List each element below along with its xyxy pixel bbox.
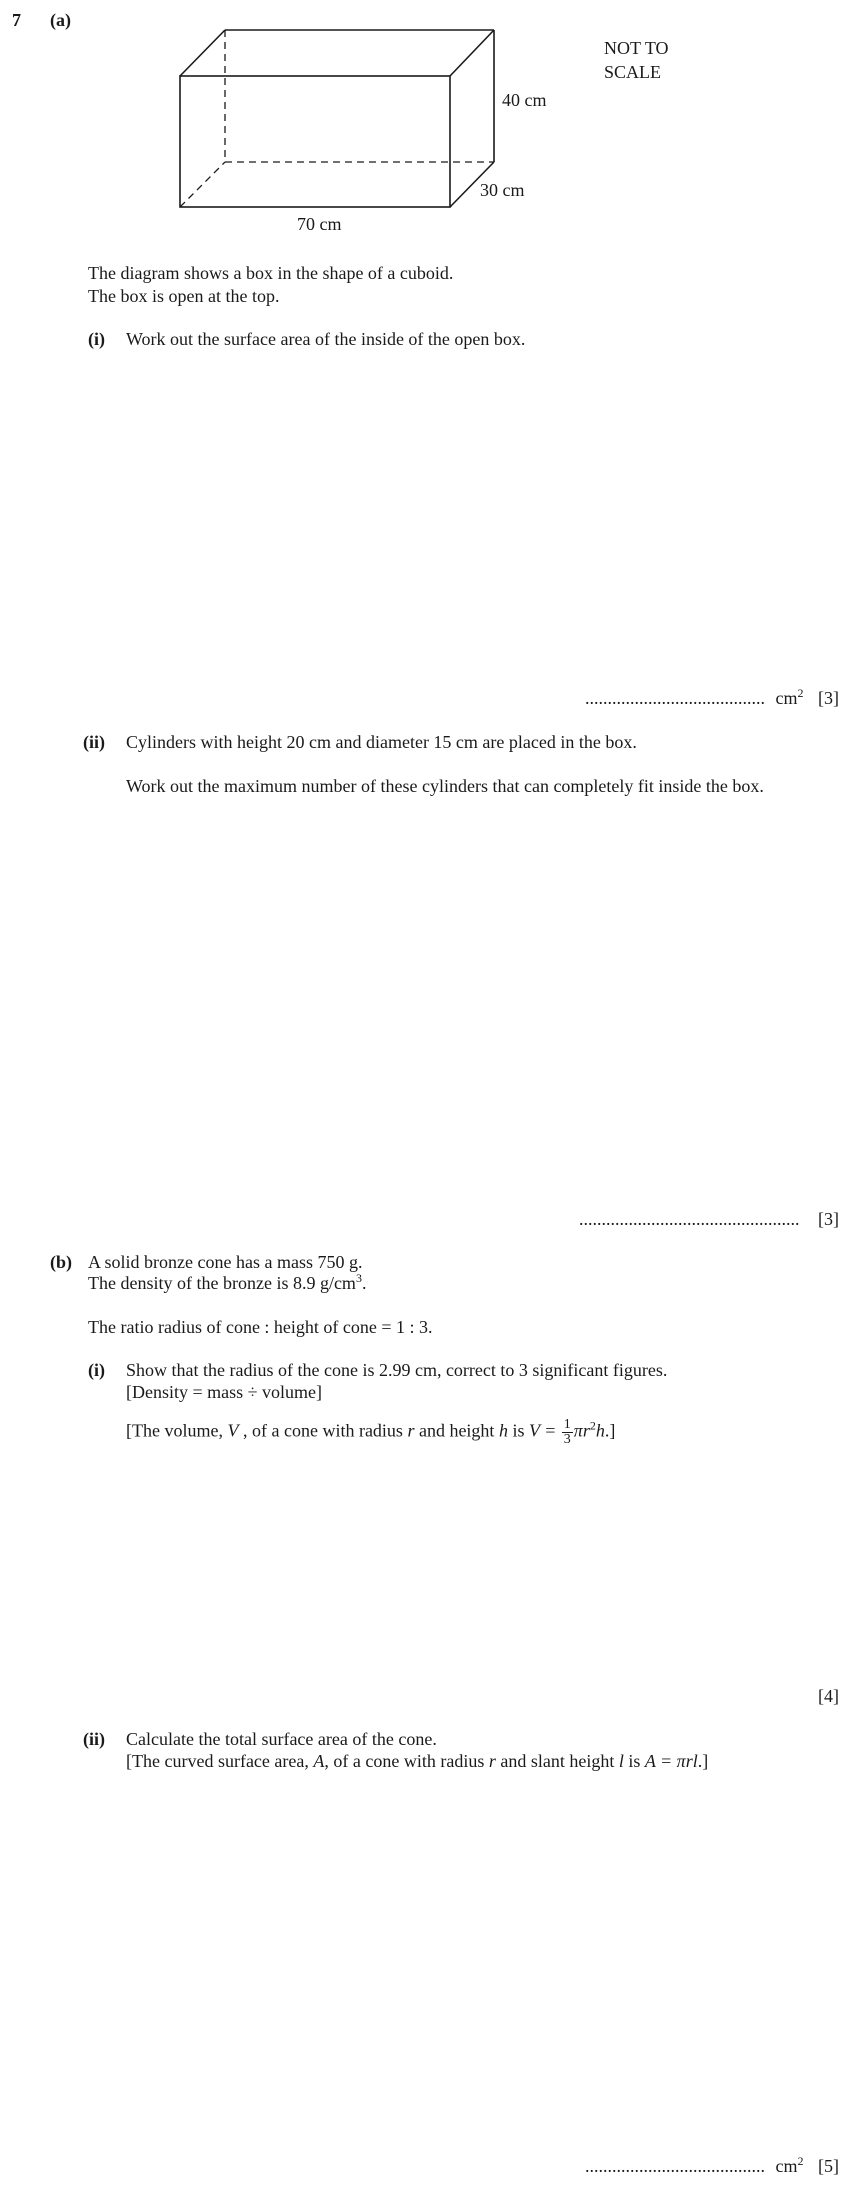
formula-text: , of a cone with radius <box>324 1751 489 1771</box>
formula-text: .] <box>604 1420 616 1441</box>
part-b-ii-answer-line <box>585 2156 839 2177</box>
question-number: 7 <box>12 10 21 30</box>
formula-text: is <box>623 1751 645 1771</box>
answer-dots: ........................................ <box>585 688 765 708</box>
density-text: The density of the bronze is 8.9 g/cm <box>88 1273 356 1293</box>
answer-dots: ................................................. <box>579 1209 800 1229</box>
formula-var-l: l <box>618 1751 624 1771</box>
formula-r-exponent: 2 <box>589 1418 596 1433</box>
formula-text: is <box>507 1420 529 1441</box>
dim-height-label: 40 cm <box>502 90 547 110</box>
answer-dots: ........................................ <box>585 2156 765 2176</box>
part-b-ii-label: (ii) <box>83 1729 105 1749</box>
part-a-label: (a) <box>50 10 71 30</box>
part-b-i-label: (i) <box>88 1360 105 1380</box>
part-b-line2 <box>88 1273 366 1295</box>
part-a-i-answer-line <box>585 688 839 709</box>
part-b-ratio-line: The ratio radius of cone : height of cone = 1 : 3. <box>88 1317 433 1337</box>
part-a-ii-answer-line <box>579 1209 839 1230</box>
formula-var-r: r <box>407 1420 415 1441</box>
marks: [5] <box>818 2156 839 2176</box>
part-b-line1: A solid bronze cone has a mass 750 g. <box>88 1252 363 1272</box>
formula-text: [The volume, <box>126 1420 228 1441</box>
formula-text: and height <box>414 1420 499 1441</box>
marks: [3] <box>818 1209 839 1229</box>
part-b-label: (b) <box>50 1252 72 1272</box>
dim-depth-label: 30 cm <box>480 180 525 200</box>
formula-var-v: V <box>227 1420 239 1441</box>
part-b-i-formula <box>126 1418 615 1447</box>
part-b-i-marks: [4] <box>818 1686 839 1706</box>
answer-unit-exponent: 2 <box>797 2154 804 2168</box>
formula-var-r2: r <box>582 1420 590 1441</box>
density-exponent: 3 <box>355 1271 362 1285</box>
formula-pi: π <box>573 1420 583 1441</box>
fraction-denominator: 3 <box>563 1432 571 1447</box>
formula-text: , of a cone with radius <box>238 1420 408 1441</box>
fraction-numerator: 1 <box>563 1417 571 1432</box>
answer-unit: cm <box>775 688 798 708</box>
part-a-ii-text1: Cylinders with height 20 cm and diameter 15 cm are placed in the box. <box>126 732 637 752</box>
part-b-ii-text1: Calculate the total surface area of the cone. <box>126 1729 437 1749</box>
formula-text: and slant height <box>495 1751 619 1771</box>
part-b-i-text2: [Density = mass ÷ volume] <box>126 1382 323 1402</box>
formula-fraction <box>562 1418 573 1447</box>
not-to-scale-line1: NOT TO <box>604 38 669 58</box>
marks: [3] <box>818 688 839 708</box>
cuboid-front-face <box>180 76 450 207</box>
formula-text: [The curved surface area, <box>126 1751 314 1771</box>
formula-var-a: A <box>313 1751 325 1771</box>
formula-var-r: r <box>488 1751 496 1771</box>
formula-text: .] <box>697 1751 709 1771</box>
part-a-i-text: Work out the surface area of the inside of the open box. <box>126 329 526 349</box>
not-to-scale-line2: SCALE <box>604 62 662 82</box>
part-b-i-text1: Show that the radius of the cone is 2.99 cm, correct to 3 significant figures. <box>126 1360 668 1380</box>
density-period: . <box>361 1273 367 1293</box>
part-a-ii-text2: Work out the maximum number of these cylinders that can completely fit inside the box. <box>126 776 764 796</box>
answer-unit-exponent: 2 <box>797 686 804 700</box>
formula-area: A = πrl <box>644 1751 698 1771</box>
part-a-intro-line2: The box is open at the top. <box>88 286 280 306</box>
formula-var-h: h <box>498 1420 508 1441</box>
part-a-ii-label: (ii) <box>83 732 105 752</box>
part-a-i-label: (i) <box>88 329 105 349</box>
part-a-intro-line1: The diagram shows a box in the shape of a cuboid. <box>88 263 454 283</box>
cuboid-diagram <box>0 0 853 240</box>
dim-length-label: 70 cm <box>297 214 342 234</box>
formula-var-h2: h <box>595 1420 605 1441</box>
formula-eq: V = <box>528 1420 557 1441</box>
answer-unit: cm <box>775 2156 798 2176</box>
part-b-ii-text2 <box>126 1751 708 1773</box>
